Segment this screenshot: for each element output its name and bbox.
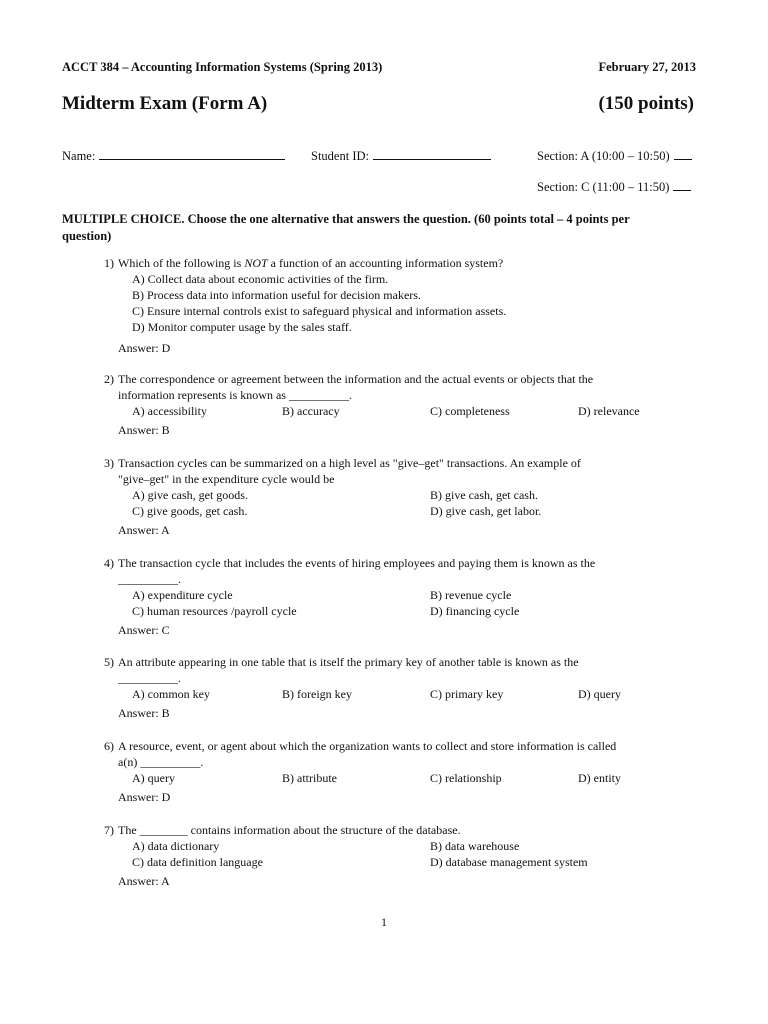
option-a: A) query [132,771,175,785]
options-list [104,487,670,519]
question-stem: Transaction cycles can be summarized on a high level as "give–get" transactions. An example of [118,456,581,470]
option-a: A) accessibility [132,404,207,418]
section-a-field [537,148,692,164]
question-stem: The ________ contains information about the structure of the database. [118,823,461,837]
question-3 [104,455,670,538]
answer: Answer: B [118,706,170,720]
course-title: ACCT 384 – Accounting Information Systems (Spring 2013) [62,60,383,74]
name-label: Name: [62,149,96,163]
question-stem-cont: "give–get" in the expenditure cycle would be [118,472,335,486]
exam-title-row [62,93,696,115]
student-id-label: Student ID: [311,149,369,163]
emphasis-not: NOT [244,256,268,270]
exam-points: (150 points) [598,93,694,114]
exam-date: February 27, 2013 [598,60,696,74]
option-a: A) common key [132,687,210,701]
question-stem: A resource, event, or agent about which the organization wants to collect and store information is called [118,739,617,753]
question-number: 1) [104,256,114,270]
option-b: B) data warehouse [430,839,520,853]
name-blank [99,148,285,160]
section-a-label: Section: A (10:00 – 10:50) [537,149,670,163]
option-d: D) financing cycle [430,604,520,618]
question-stem: An attribute appearing in one table that is itself the primary key of another table is known as the [118,655,579,669]
option-d: D) relevance [578,404,640,418]
option-b: B) foreign key [282,687,352,701]
question-2 [104,371,670,438]
option-c: C) data definition language [132,855,263,869]
options-list [104,770,670,786]
section-c-label: Section: C (11:00 – 11:50) [537,180,670,194]
option-b: B) accuracy [282,404,340,418]
option-d: D) give cash, get labor. [430,504,542,518]
question-stem-cont: __________. [118,572,181,586]
question-stem-cont: __________. [118,671,181,685]
option-b: B) Process data into information useful for decision makers. [132,288,421,302]
option-b: B) give cash, get cash. [430,488,538,502]
option-c: C) primary key [430,687,504,701]
instructions: MULTIPLE CHOICE. Choose the one alternative that answers the question. (60 points total – 4 points per question) [62,212,630,243]
question-number: 2) [104,372,114,386]
answer: Answer: D [118,790,171,804]
answer: Answer: C [118,623,170,637]
question-6 [104,738,670,805]
question-number: 4) [104,556,114,570]
options-list [104,838,670,870]
student-id-field [311,148,491,164]
question-number: 6) [104,739,114,753]
option-c: C) give goods, get cash. [132,504,248,518]
option-c: C) human resources /payroll cycle [132,604,297,618]
page-number: 1 [381,915,387,929]
answer: Answer: A [118,523,170,537]
option-a: A) give cash, get goods. [132,488,248,502]
option-d: D) database management system [430,855,588,869]
name-field [62,148,285,164]
answer: Answer: B [118,423,170,437]
question-stem: The correspondence or agreement between the information and the actual events or objects that the [118,372,594,386]
answer: Answer: D [118,341,171,355]
option-c: C) Ensure internal controls exist to safeguard physical and information assets. [132,304,507,318]
section-c-blank [673,179,691,191]
exam-title: Midterm Exam (Form A) [62,93,268,114]
option-b: B) revenue cycle [430,588,512,602]
option-b: B) attribute [282,771,337,785]
question-4 [104,555,670,638]
question-stem: The transaction cycle that includes the events of hiring employees and paying them is known as the [118,556,596,570]
question-number: 5) [104,655,114,669]
option-d: D) query [578,687,621,701]
question-number: 7) [104,823,114,837]
question-stem-cont: information represents is known as __________. [118,388,352,402]
student-id-blank [373,148,491,160]
option-c: C) relationship [430,771,502,785]
option-a: A) Collect data about economic activities of the firm. [132,272,389,286]
answer: Answer: A [118,874,170,888]
course-header [62,60,696,75]
options-list [104,686,670,702]
question-7 [104,822,670,889]
option-d: D) entity [578,771,621,785]
option-a: A) expenditure cycle [132,588,233,602]
section-c-field [537,179,691,195]
question-stem: Which of the following is NOT a function of an accounting information system? [118,256,504,270]
question-number: 3) [104,456,114,470]
option-c: C) completeness [430,404,510,418]
question-stem-cont: a(n) __________. [118,755,204,769]
question-1 [104,255,670,356]
options-list [104,271,670,335]
option-d: D) Monitor computer usage by the sales staff. [132,320,352,334]
options-list [104,587,670,619]
option-a: A) data dictionary [132,839,220,853]
question-5 [104,654,670,721]
section-a-blank [674,148,692,160]
options-list [104,403,670,419]
